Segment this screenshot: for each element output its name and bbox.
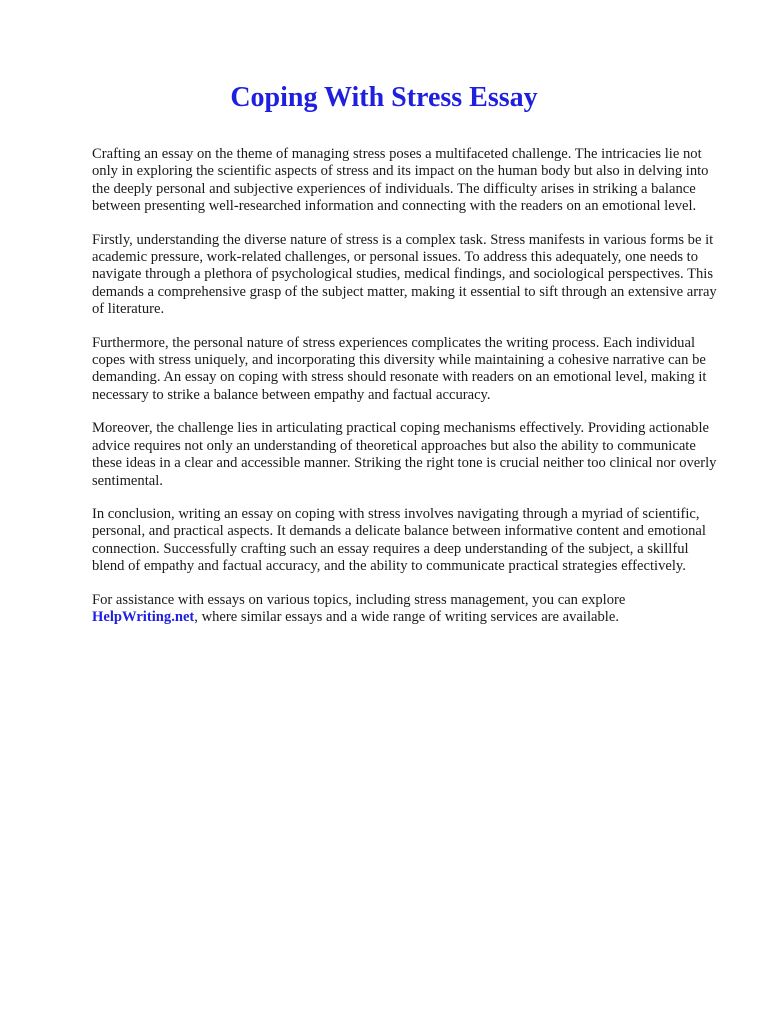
paragraph-firstly: Firstly, understanding the diverse nature of stress is a complex task. Stress manifests in various forms be it academic pressure, work-related challenges, or personal issues. To address this adequately, one needs to navigate through a plethora of psychological studies, medical findings, and sociological perspectives. This demands a comprehensive grasp of the subject matter, making it essential to sift through an extensive array of literature. [92,231,717,318]
paragraph-furthermore: Furthermore, the personal nature of stress experiences complicates the writing process. Each individual copes with stress uniquely, and incorporating this diversity while maintaining a cohesive narrative can be demanding. An essay on coping with stress should resonate with readers on an emotional level, making it necessary to strike a balance between empathy and factual accuracy. [92,334,707,403]
paragraph-moreover: Moreover, the challenge lies in articulating practical coping mechanisms effectively. Providing actionable advice requires not only an understanding of theoretical approaches but also the ability to communicate these ideas in a clear and accessible manner. Striking the right tone is crucial neither too clinical nor overly sentimental. [92,420,717,489]
page-title: Coping With Stress Essay [230,82,538,113]
paragraph-intro: Crafting an essay on the theme of managing stress poses a multifaceted challenge. The intricacies lie not only in exploring the scientific aspects of stress and its impact on the human body but also in delving into the deeply personal and subjective experiences of individuals. The difficulty arises in striking a balance between presenting well-researched information and connecting with the readers on an emotional level. [92,146,709,215]
helpwriting-link[interactable]: HelpWriting.net [92,608,195,625]
paragraph-closing [92,592,720,627]
paragraph-conclusion: In conclusion, writing an essay on coping with stress involves navigating through a myriad of scientific, personal, and practical aspects. It demands a delicate balance between informative content and emotional connection. Successfully crafting such an essay requires a deep understanding of the subject, a skillful blend of empathy and factual accuracy, and the ability to communicate practical strategies effectively. [92,505,706,575]
essay-body [92,146,720,642]
closing-text-after-link: , where similar essays and a wide range of writing services are available. [194,608,619,625]
closing-text-before-link: For assistance with essays on various topics, including stress management, you can explore [92,591,626,608]
